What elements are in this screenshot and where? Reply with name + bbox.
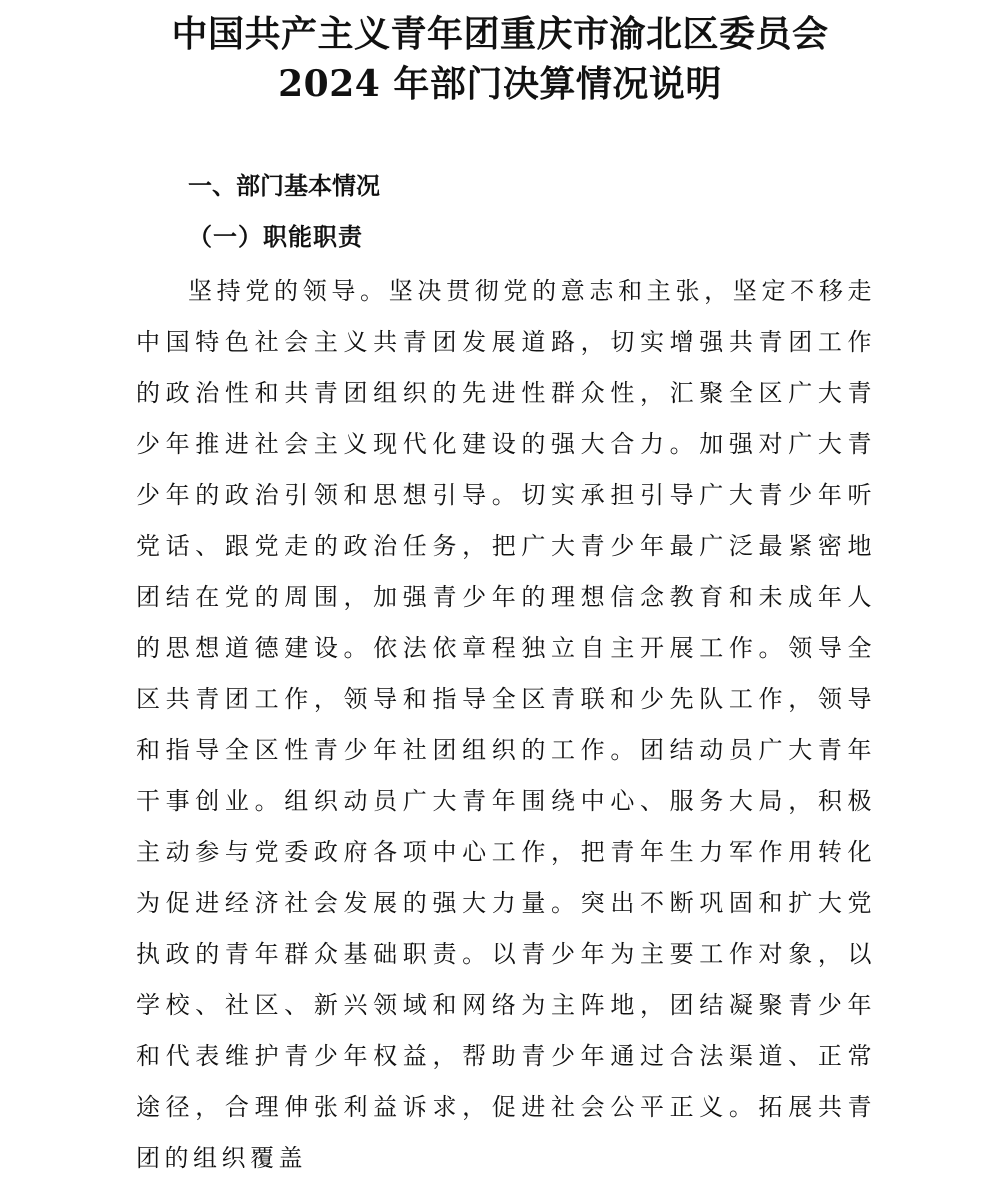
document-title-line1: 中国共产主义青年团重庆市渝北区委员会 [171, 13, 829, 55]
section-heading: 一、部门基本情况 [188, 172, 380, 200]
subsection-heading: （一）职能职责 [188, 223, 363, 251]
document-title-line2: 2024 年部门决算情况说明 [278, 63, 722, 105]
body-paragraph: 坚持党的领导。坚决贯彻党的意志和主张，坚定不移走中国特色社会主义共青团发展道路，切实增强共青团工作的政治性和共青团组织的先进性群众性，汇聚全区广大青少年推进社会主义现代化建设的强大合力。加强对广大青少年的政治引领和思想引导。切实承担引导广大青少年听党话、跟党走的政治任务，把广大青少年最广泛最紧密地团结在党的周围，加强青少年的理想信念教育和未成年人的思想道德建设。依法依章程独立自主开展工作。领导全区共青团工作，领导和指导全区青联和少先队工作，领导和指导全区性青少年社团组织的工作。团结动员广大青年干事创业。组织动员广大青年围绕中心、服务大局，积极主动参与党委政府各项中心工作，把青年生力军作用转化为促进经济社会发展的强大力量。突出不断巩固和扩大党执政的青年群众基础职责。以青少年为主要工作对象，以学校、社区、新兴领域和网络为主阵地，团结凝聚青少年和代表维护青少年权益，帮助青少年通过合法渠道、正常途径，合理伸张利益诉求，促进社会公平正义。拓展共青团的组织覆盖 [136, 277, 876, 1172]
